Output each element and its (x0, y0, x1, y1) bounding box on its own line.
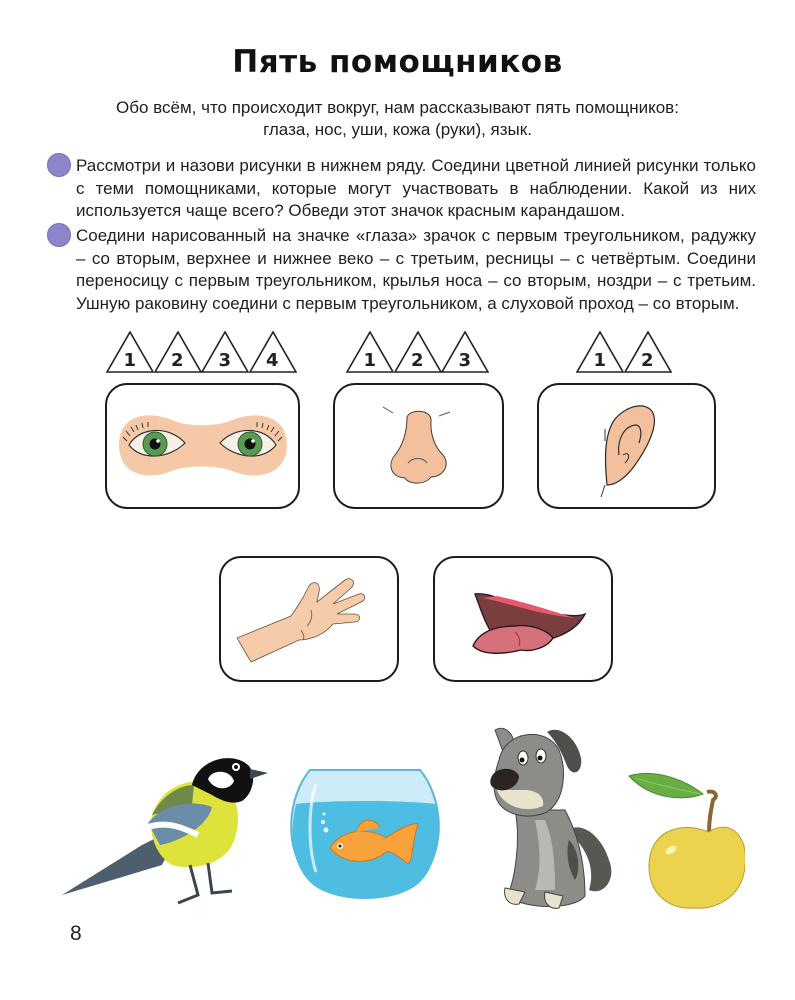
eyes-triangles (106, 331, 296, 373)
page-number: 8 (70, 922, 82, 945)
task-bullet-icon (47, 223, 71, 247)
picture-dog[interactable] (485, 720, 625, 915)
eyes-icon (107, 385, 298, 507)
intro-line-1: Обо всём, что происходит вокруг, нам рассказывают пять помощников: (116, 98, 679, 117)
helper-card-nose[interactable] (333, 383, 504, 509)
ear-icon (539, 385, 714, 507)
triangle-1[interactable]: 1 (106, 331, 154, 373)
triangle-2[interactable]: 2 (154, 331, 202, 373)
mouth-icon (435, 558, 611, 680)
bird-icon (62, 745, 272, 915)
intro-text (0, 97, 795, 141)
task-2-text: Соедини нарисованный на значке «глаза» зрачок с первым треугольником, радужку – со вторым, верхнее и нижнее веко – с третьим, ресницы – с четвёртым. Соедини переносицу с первым треугольником, крылья носа – со вторым, ноздри – с третьим. Ушную раковину соедини с первым треугольником, а слуховой проход – со вторым. (76, 226, 756, 313)
helper-card-hand[interactable] (219, 556, 399, 682)
triangle-1[interactable]: 1 (346, 331, 394, 373)
apple-icon (625, 770, 745, 915)
page-title: Пять помощников (232, 44, 563, 80)
helper-card-ear[interactable] (537, 383, 716, 509)
triangle-4[interactable]: 4 (249, 331, 297, 373)
intro-line-2: глаза, нос, уши, кожа (руки), язык. (263, 120, 532, 139)
hand-icon (221, 558, 397, 680)
task-bullet-icon (47, 153, 71, 177)
dog-icon (485, 720, 625, 915)
helper-card-eyes[interactable] (105, 383, 300, 509)
task-1-text: Рассмотри и назови рисунки в нижнем ряду. Соедини цветной линией рисунки только с теми помощниками, которые могут участвовать в наблюдении. Какой из них используется чаще всего? Обведи этот значок красным карандашом. (76, 156, 756, 220)
ear-triangles (576, 331, 671, 373)
picture-bird-tit[interactable] (62, 745, 272, 915)
picture-apple[interactable] (625, 770, 745, 915)
triangle-1[interactable]: 1 (576, 331, 624, 373)
nose-icon (335, 385, 502, 507)
triangle-3[interactable]: 3 (441, 331, 489, 373)
triangle-2[interactable]: 2 (394, 331, 442, 373)
nose-triangles (346, 331, 489, 373)
triangle-2[interactable]: 2 (624, 331, 672, 373)
triangle-3[interactable]: 3 (201, 331, 249, 373)
fishbowl-icon (290, 768, 440, 908)
picture-goldfish-bowl[interactable] (290, 768, 440, 908)
helper-card-mouth[interactable] (433, 556, 613, 682)
